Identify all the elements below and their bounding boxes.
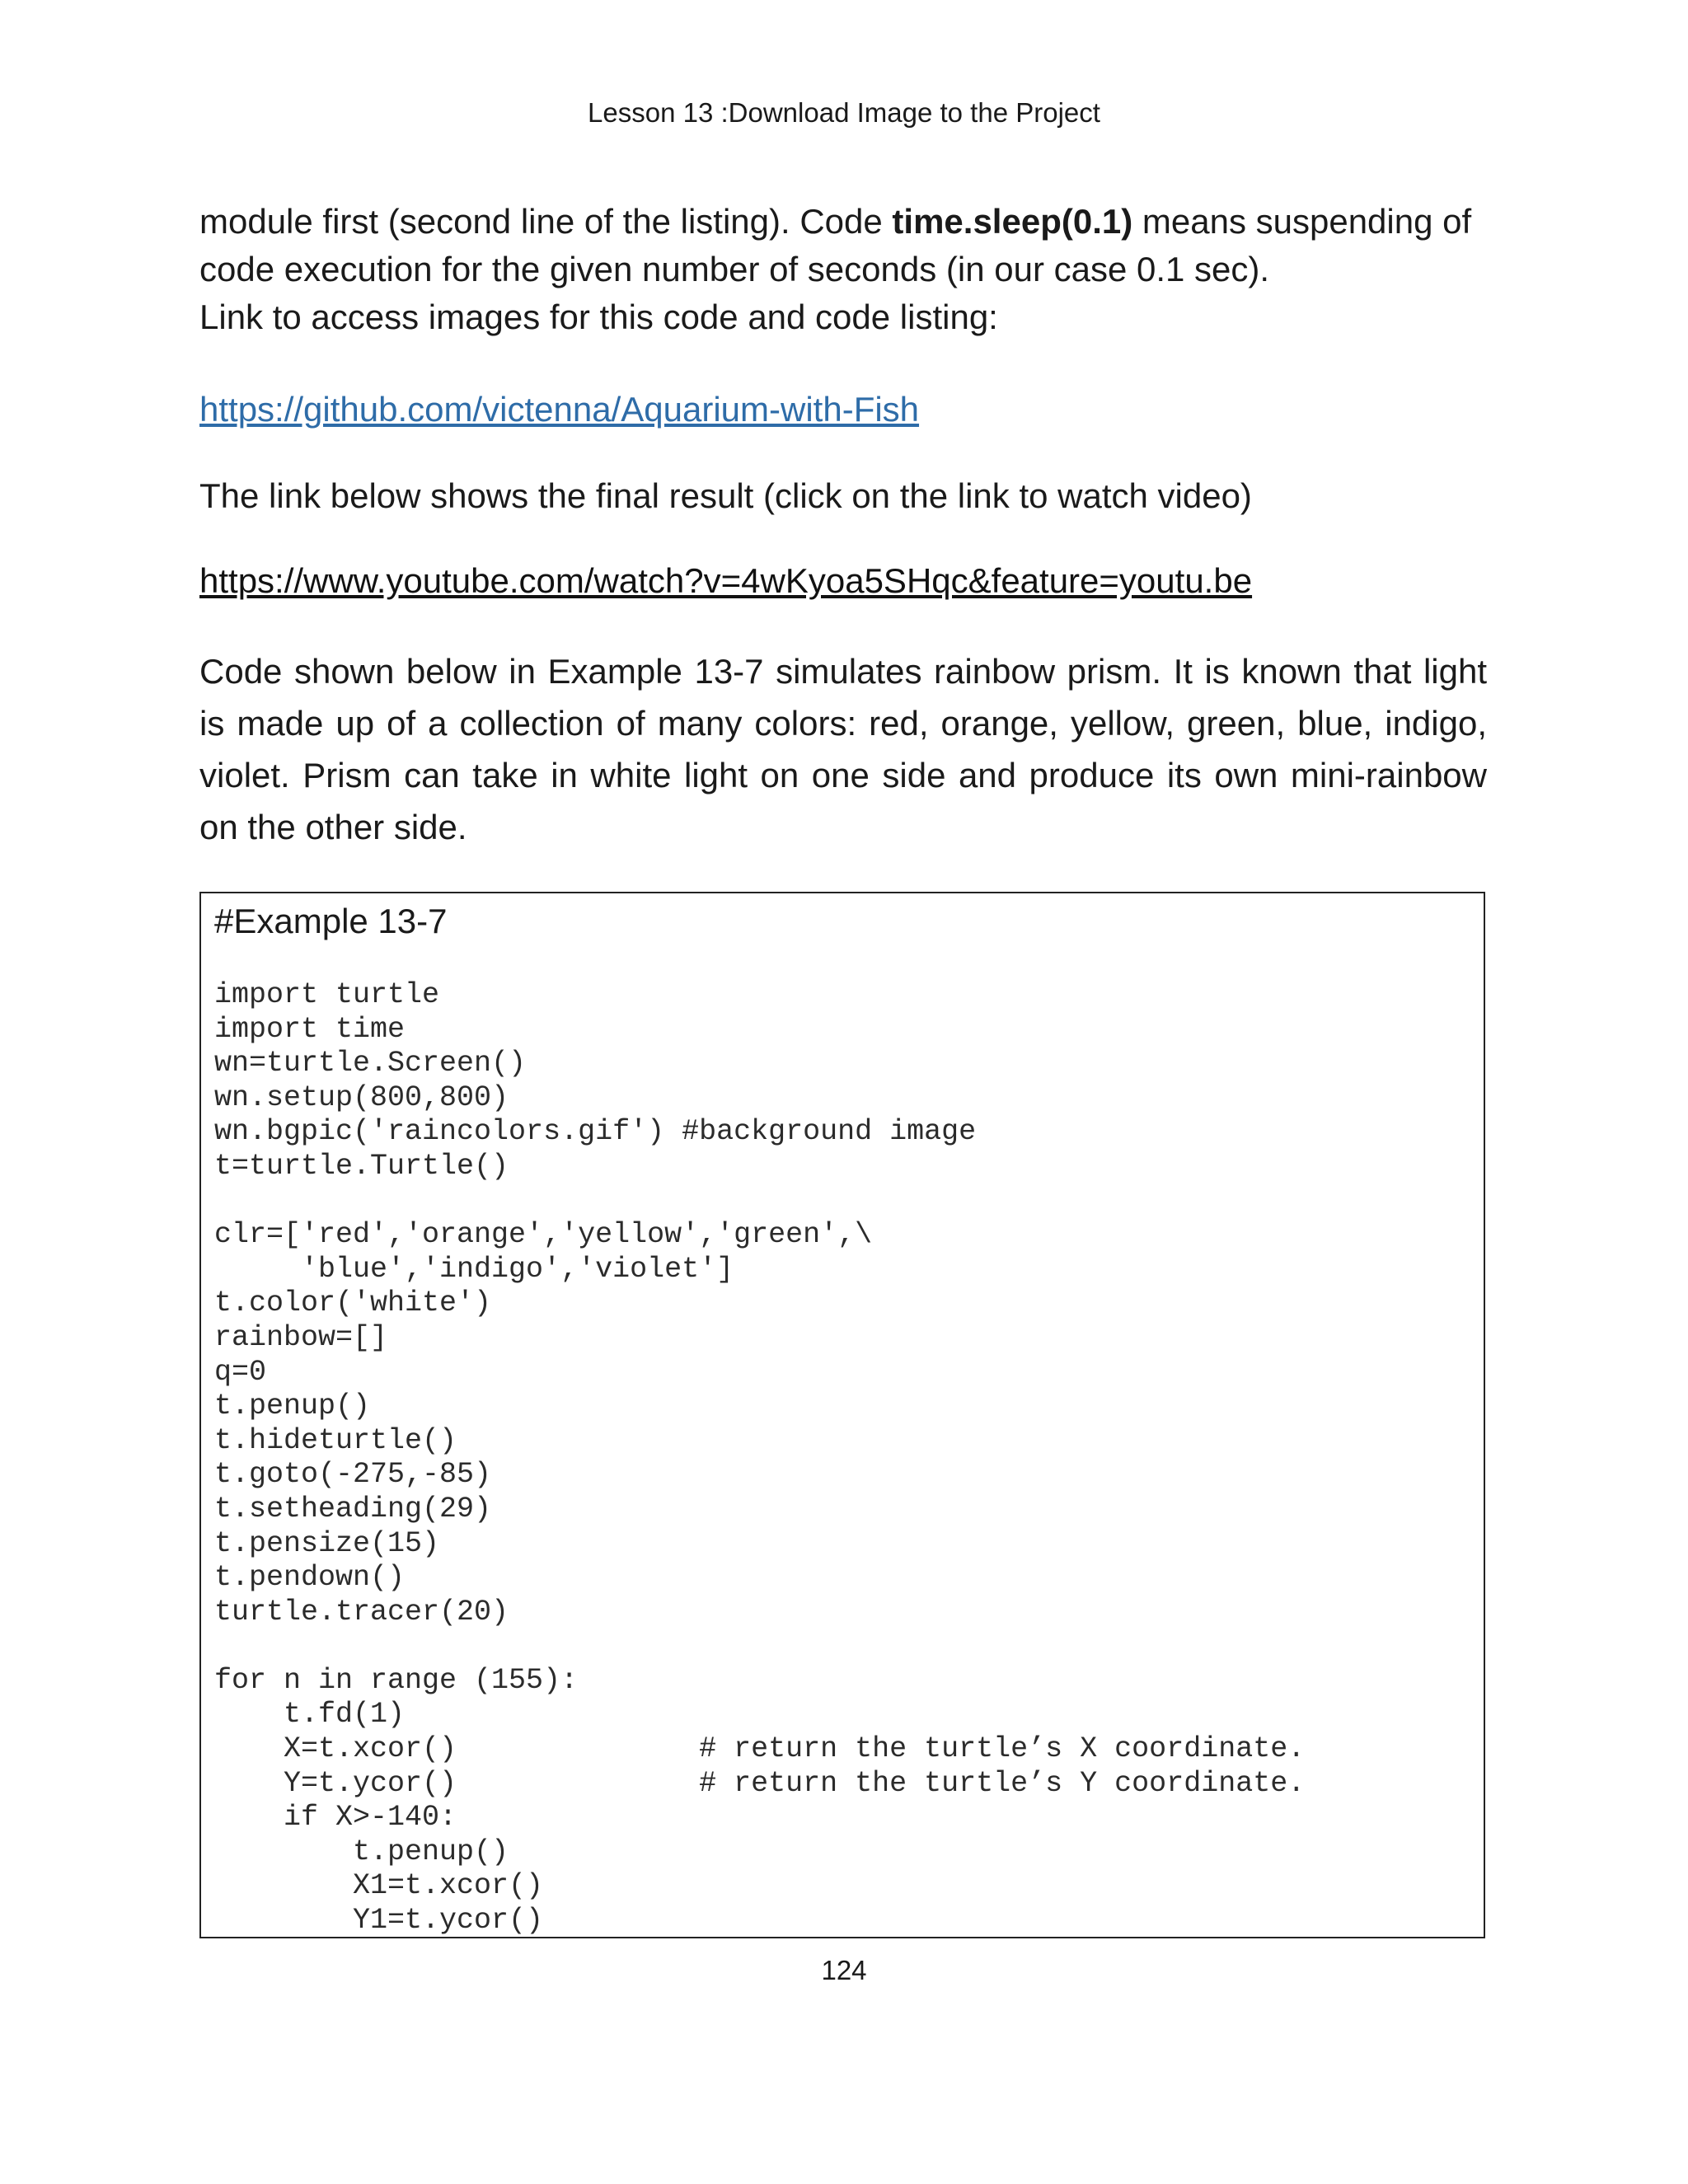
- code-line: [214, 1629, 1305, 1664]
- code-line: t=turtle.Turtle(): [214, 1149, 509, 1183]
- code-line: wn.setup(800,800): [214, 1080, 509, 1114]
- github-link[interactable]: https://github.com/victenna/Aquarium-with-Fish: [199, 390, 920, 429]
- code-line: turtle.tracer(20): [214, 1595, 509, 1629]
- code-line: t.penup(): [214, 1835, 509, 1868]
- code-line: [214, 1184, 1305, 1219]
- code-line: t.penup(): [214, 1390, 371, 1423]
- description-paragraph: Code shown below in Example 13-7 simulates rainbow prism. It is known that light is made up of a collection of many colors: red, orange, yellow, green, blue, indigo, violet. Prism can take in white light on one side and produce its own mini-rainbow on the other side.: [199, 652, 1487, 846]
- code-line: if X>-140:: [214, 1801, 457, 1835]
- code-line: q=0: [214, 1355, 267, 1389]
- code-line: rainbow=[]: [214, 1320, 388, 1354]
- page-number: 124: [821, 1955, 867, 1985]
- code-line: wn=turtle.Screen(): [214, 1047, 527, 1080]
- result-paragraph: The link below shows the final result (click on the link to watch video): [199, 476, 1252, 515]
- code-line: Y=t.ycor() # return the turtle’s Y coordinate.: [214, 1766, 1306, 1800]
- code-line: Y1=t.ycor(): [214, 1904, 544, 1938]
- code-line: t.color('white'): [214, 1286, 492, 1320]
- code-listing-box: [199, 892, 1485, 1938]
- code-term: time.sleep(0.1): [892, 202, 1133, 241]
- code-line: import time: [214, 1012, 406, 1046]
- intro-paragraph: [199, 198, 1487, 341]
- code-line: wn.bgpic('raincolors.gif') #background image: [214, 1115, 977, 1149]
- code-line: X=t.xcor() # return the turtle’s X coordinate.: [214, 1732, 1306, 1766]
- intro-text-2: means suspending of code execution for the given number of seconds (in our case 0.1 sec).: [199, 202, 1472, 288]
- code-line: X1=t.xcor(): [214, 1869, 544, 1903]
- code-line: for n in range (155):: [214, 1663, 579, 1697]
- code-line: 'blue','indigo','violet']: [214, 1252, 734, 1286]
- intro-text-3: Link to access images for this code and code listing:: [199, 298, 998, 336]
- code-line: t.hideturtle(): [214, 1423, 457, 1457]
- code-line: t.fd(1): [214, 1698, 406, 1732]
- page-header: Lesson 13 :Download Image to the Project: [588, 97, 1100, 128]
- code-listing-title: #Example 13-7: [214, 902, 448, 940]
- code-line: t.pendown(): [214, 1561, 406, 1595]
- code-line: t.pensize(15): [214, 1526, 440, 1560]
- code-line: import turtle: [214, 978, 440, 1011]
- youtube-link[interactable]: https://www.youtube.com/watch?v=4wKyoa5SHqc&feature=youtu.be: [199, 561, 1253, 600]
- code-line: t.setheading(29): [214, 1492, 492, 1526]
- intro-text-1: module first (second line of the listing). Code: [199, 202, 893, 241]
- code-line: t.goto(-275,-85): [214, 1458, 492, 1492]
- code-listing: [214, 978, 1305, 1938]
- code-line: clr=['red','orange','yellow','green',\: [214, 1218, 873, 1252]
